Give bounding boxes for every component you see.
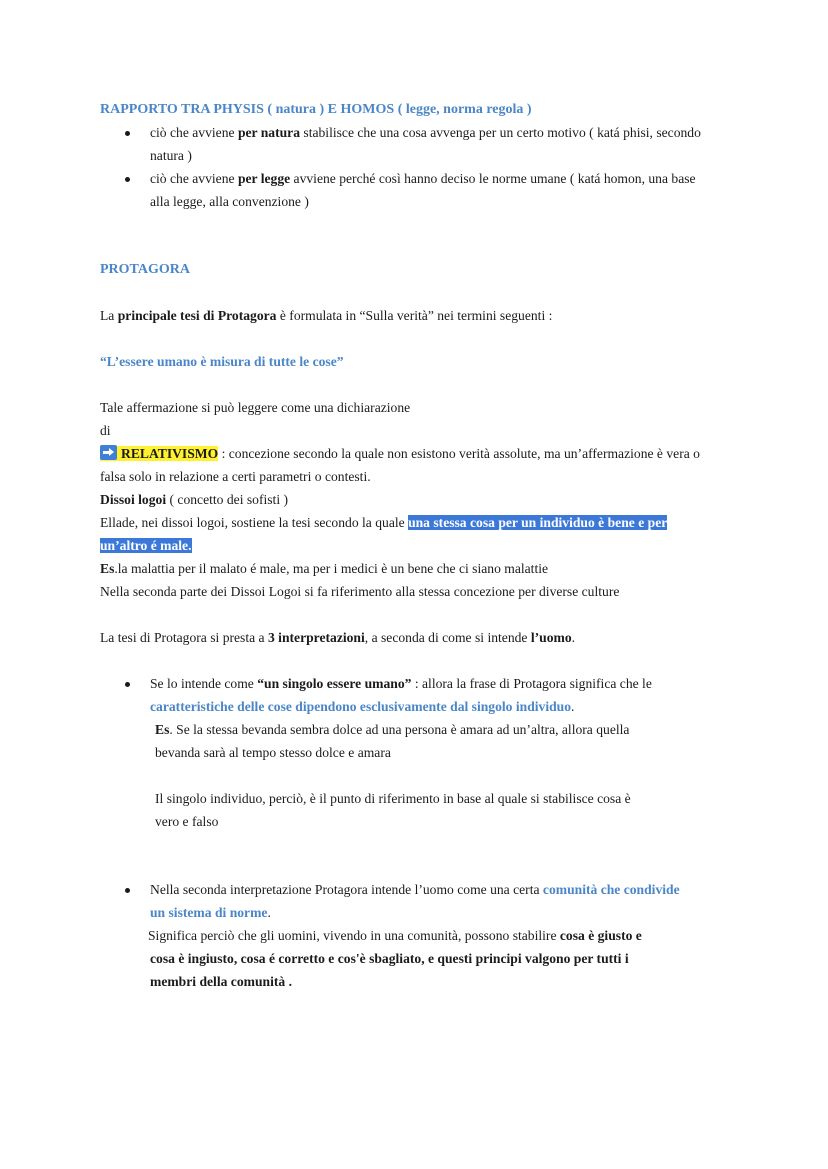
relativism-definition: RELATIVISMO : concezione secondo la quale non esistono verità assolute, ma un’affermazione è vera o xyxy=(100,443,700,465)
principal-thesis: La principale tesi di Protagora è formulata in “Sulla verità” nei termini seguenti : xyxy=(100,308,553,323)
bullet-legge: ciò che avviene per legge avviene perché così hanno deciso le norme umane ( katá homon, una base xyxy=(150,171,696,186)
interpretation-1-example: Es. Se la stessa bevanda sembra dolce ad una persona è amara ad un’altra, allora quella xyxy=(155,722,630,737)
statement-line2: di xyxy=(100,423,111,438)
interpretation-1: Se lo intende come “un singolo essere umano” : allora la frase di Protagora significa che le xyxy=(150,676,652,691)
second-part: Nella seconda parte dei Dissoi Logoi si fa riferimento alla stessa concezione per diverse culture xyxy=(100,584,620,599)
interpretation-2-line2: un sistema di norme. xyxy=(150,905,271,920)
interpretations-intro: La tesi di Protagora si presta a 3 interpretazioni, a seconda di come si intende l’uomo. xyxy=(100,630,576,645)
interpretation-1-reference: Il singolo individuo, perciò, è il punto di riferimento in base al quale si stabilisce cosa è xyxy=(155,791,631,806)
interpretation-1-example-line2: bevanda sarà al tempo stesso dolce e amara xyxy=(155,745,391,760)
protagoras-quote: “L’essere umano è misura di tutte le cose” xyxy=(100,354,344,369)
bullet-legge-line2: alla legge, alla convenzione ) xyxy=(150,194,309,209)
interpretation-1-line2: caratteristiche delle cose dipendono esclusivamente dal singolo individuo. xyxy=(150,699,575,714)
example-malattia: Es.la malattia per il malato é male, ma per i medici è un bene che ci siano malattie xyxy=(100,561,549,576)
section-heading-protagora: PROTAGORA xyxy=(100,262,190,277)
interpretation-2: Nella seconda interpretazione Protagora intende l’uomo come una certa comunità che condivide xyxy=(150,882,680,897)
relativism-line2: falsa solo in relazione a certi parametri o contesti. xyxy=(100,469,371,484)
interpretation-2-meaning-line3: membri della comunità . xyxy=(150,974,292,989)
section-heading-physis-homos: RAPPORTO TRA PHYSIS ( natura ) E HOMOS ( legge, norma regola ) xyxy=(100,102,532,117)
ellade-thesis: Ellade, nei dissoi logoi, sostiene la tesi secondo la quale una stessa cosa per un individuo è bene e per xyxy=(100,515,668,530)
right-arrow-icon xyxy=(100,445,117,460)
bullet-dot xyxy=(125,682,130,687)
bullet-natura: ciò che avviene per natura stabilisce che una cosa avvenga per un certo motivo ( katá phisi, secondo xyxy=(150,125,701,140)
ellade-thesis-line2 xyxy=(100,535,192,557)
bullet-dot xyxy=(125,131,130,136)
bullet-natura-line2: natura ) xyxy=(150,148,192,163)
bullet-dot xyxy=(125,888,130,893)
bullet-dot xyxy=(125,177,130,182)
interpretation-2-meaning-line2: cosa è ingiusto, cosa é corretto e cos'è sbagliato, e questi principi valgono per tutti i xyxy=(150,951,629,966)
interpretation-1-reference-line2: vero e falso xyxy=(155,814,219,829)
statement-line1: Tale affermazione si può leggere come una dichiarazione xyxy=(100,400,411,415)
highlighted-text: una stessa cosa per un individuo è bene e per xyxy=(408,515,668,530)
relativism-highlight: RELATIVISMO xyxy=(100,446,218,461)
interpretation-2-meaning: Significa perciò che gli uomini, vivendo in una comunità, possono stabilire cosa è giusto e xyxy=(148,928,642,943)
highlighted-text: un’altro é male. xyxy=(100,538,192,553)
dissoi-logoi: Dissoi logoi ( concetto dei sofisti ) xyxy=(100,492,289,507)
